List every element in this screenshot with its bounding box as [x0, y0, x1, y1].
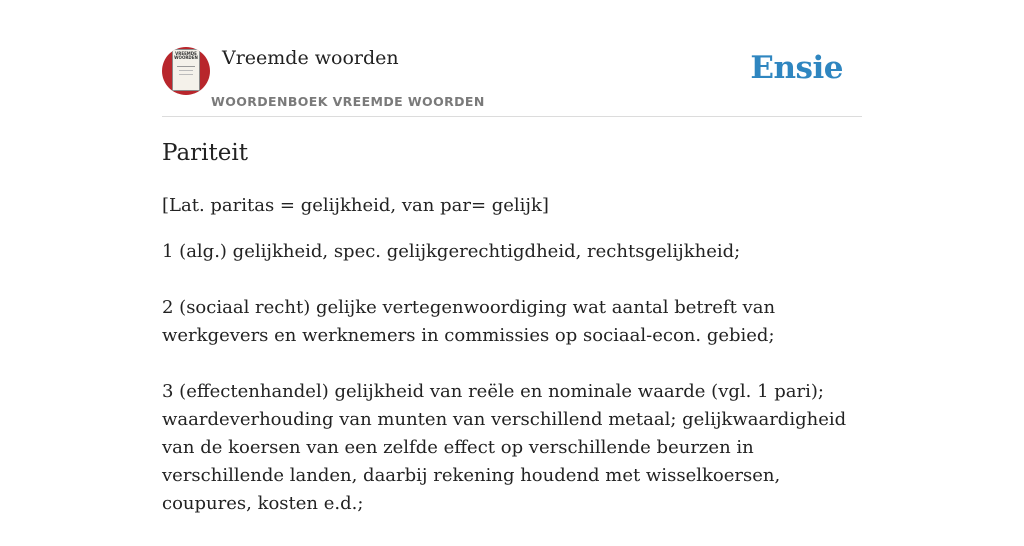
book-cover-line — [179, 74, 193, 75]
definition-item: 1 (alg.) gelijkheid, spec. gelijkgerechtigdheid, rechtsgelijkheid; — [162, 241, 741, 262]
book-cover-icon — [172, 49, 200, 91]
brand-logo[interactable]: Ensie — [750, 50, 843, 86]
site-name[interactable]: Vreemde woorden — [222, 47, 399, 69]
book-cover-title: VREEMDE WOORDEN — [174, 51, 198, 60]
book-cover-line — [179, 70, 193, 71]
avatar[interactable] — [162, 47, 210, 95]
site-header — [162, 44, 862, 117]
book-cover-line — [177, 66, 195, 67]
entry-definitions — [162, 238, 867, 546]
site-subtitle: WOORDENBOEK VREEMDE WOORDEN — [211, 94, 485, 109]
entry-etymology: [Lat. paritas = gelijkheid, van par= gelijk] — [162, 195, 549, 216]
definition-item: 2 (sociaal recht) gelijke vertegenwoordiging wat aantal betreft van werkgevers en werknemers in commissies op sociaal-econ. gebied; — [162, 297, 776, 346]
definition-item: 3 (effectenhandel) gelijkheid van reële en nominale waarde (vgl. 1 pari); waardeverhouding van munten van verschillend metaal; gelijkwaardigheid van de koersen van een zelfde effect op verschillende beurzen in verschillende landen, daarbij rekening houdend met wisselkoersen, coupures, kosten e.d.; — [162, 381, 847, 514]
entry-title: Pariteit — [162, 140, 248, 166]
